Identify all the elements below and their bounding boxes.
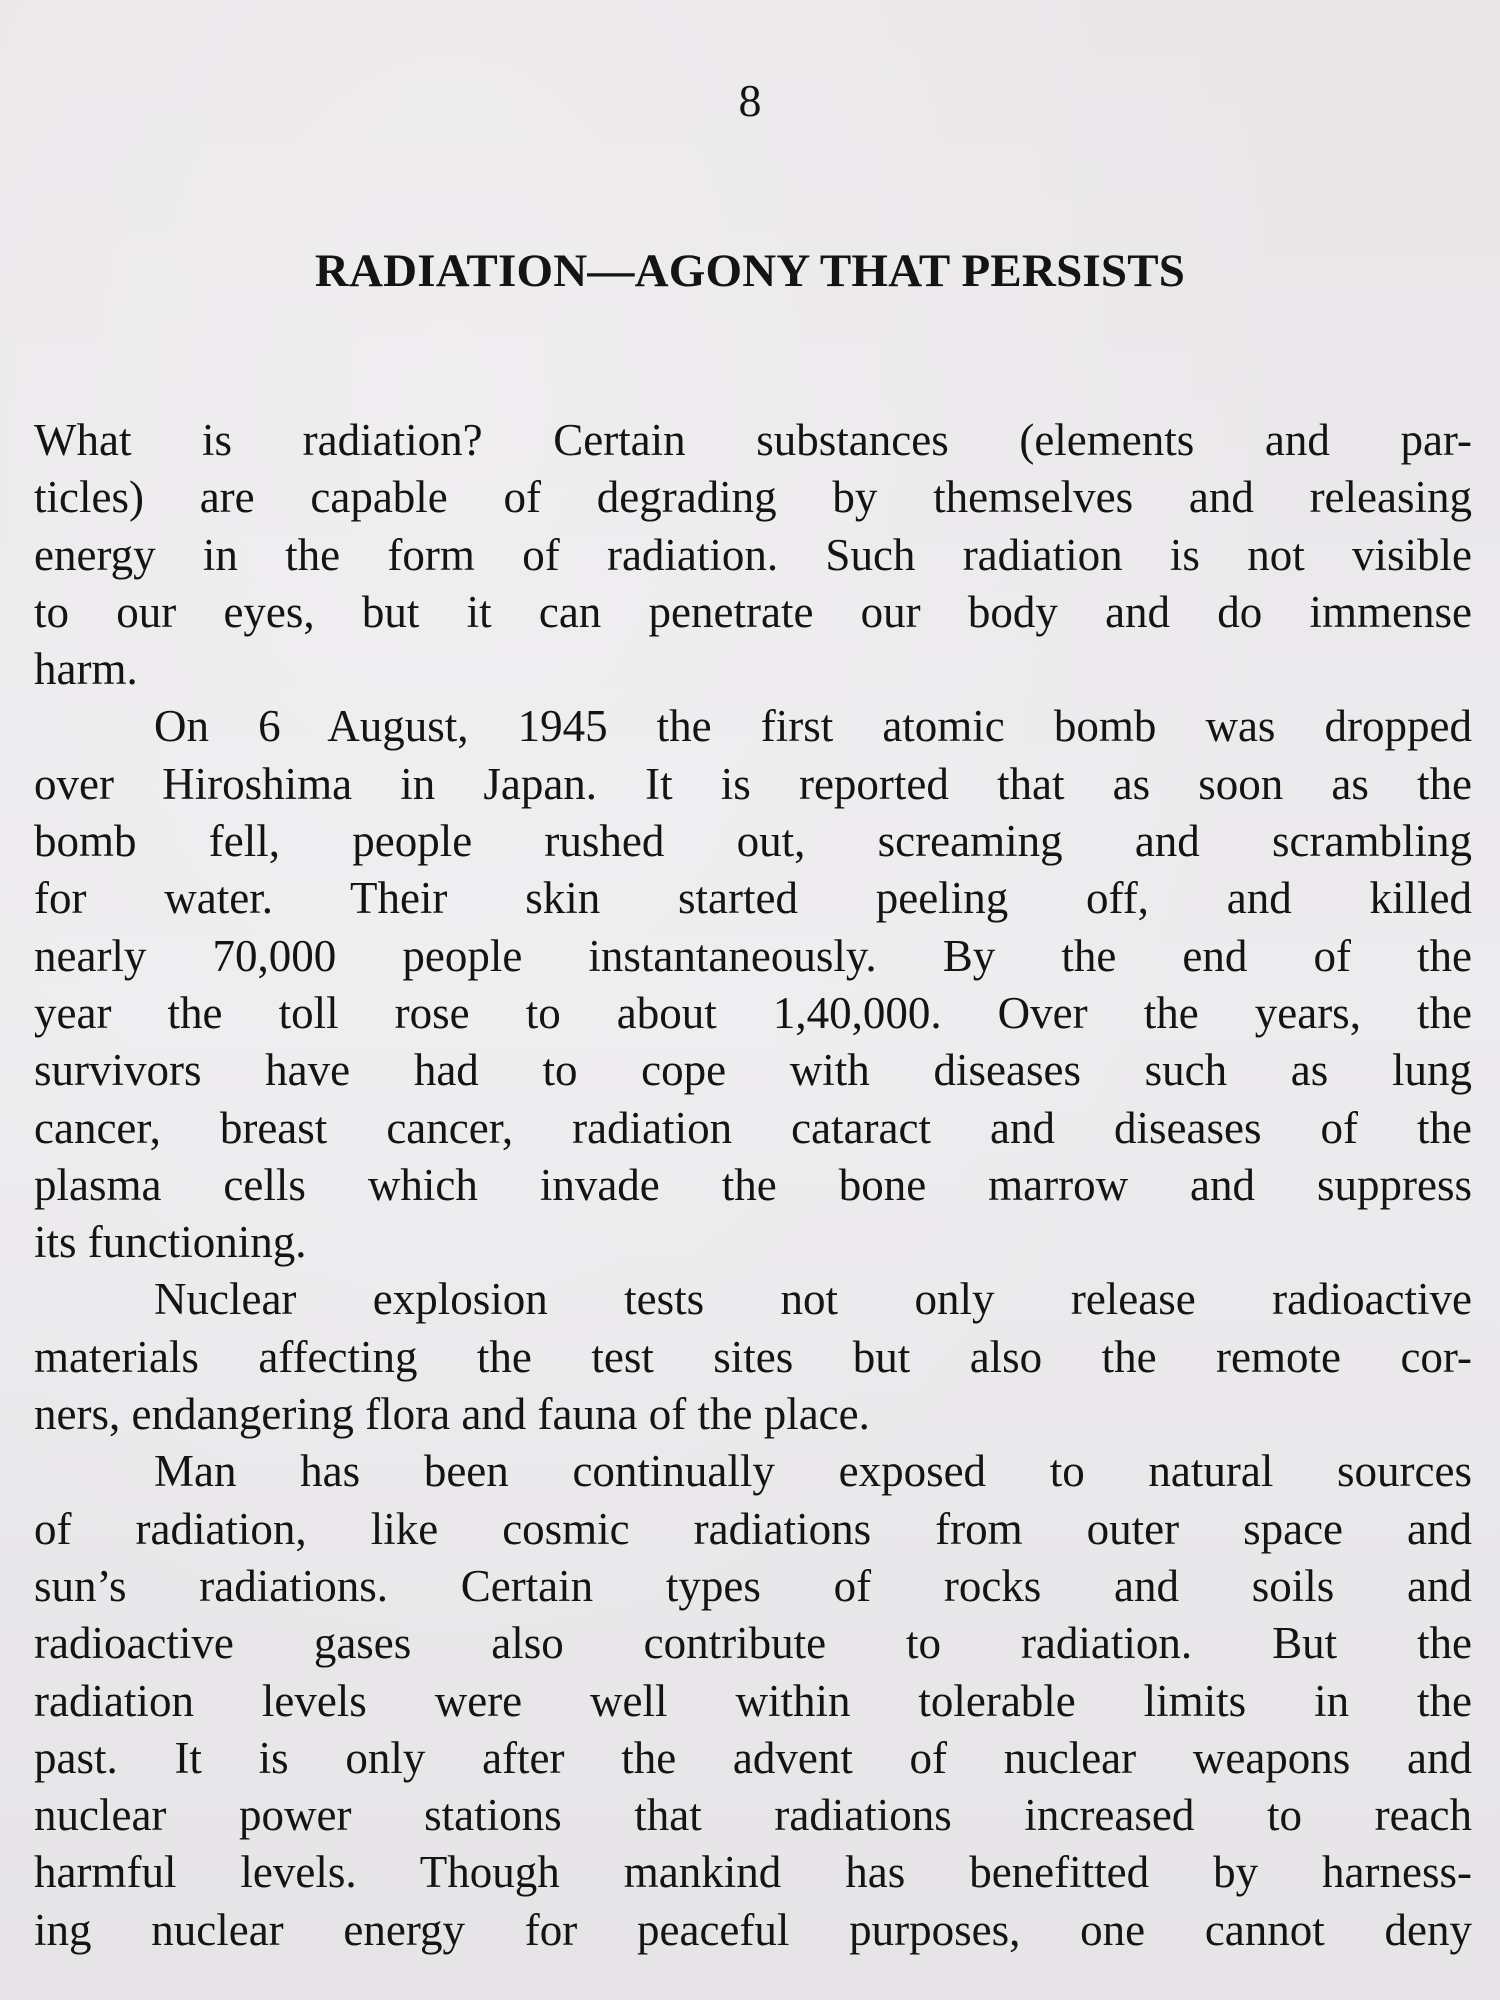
text-line: nuclear power stations that radiations increased to reach [34, 1790, 1472, 1841]
text-line: radiation levels were well within tolerable limits in the [34, 1675, 1472, 1726]
paragraph-3 [34, 1271, 1472, 1443]
text-line: sun’s radiations. Certain types of rocks and soils and [34, 1560, 1472, 1611]
text-line: year the toll rose to about 1,40,000. Over the years, the [34, 987, 1472, 1038]
paragraph-4 [34, 1443, 1472, 1959]
chapter-title: RADIATION—AGONY THAT PERSISTS [314, 245, 1186, 297]
text-line: its functioning. [34, 1217, 307, 1268]
text-line: nearly 70,000 people instantaneously. By the end of the [34, 930, 1472, 981]
text-line: materials affecting the test sites but also the remote cor- [34, 1331, 1472, 1382]
text-line: ticles) are capable of degrading by themselves and releasing [34, 472, 1472, 523]
text-line: harm. [34, 644, 138, 695]
text-line: past. It is only after the advent of nuclear weapons and [34, 1732, 1472, 1783]
text-line: cancer, breast cancer, radiation cataract and diseases of the [34, 1102, 1472, 1153]
text-line: Nuclear explosion tests not only release radioactive [154, 1274, 1472, 1325]
text-line: over Hiroshima in Japan. It is reported that as soon as the [34, 758, 1472, 809]
text-line: of radiation, like cosmic radiations from outer space and [34, 1503, 1472, 1554]
body-text [34, 412, 1472, 1959]
text-line: energy in the form of radiation. Such radiation is not visible [34, 529, 1472, 580]
text-line: What is radiation? Certain substances (elements and par- [34, 415, 1472, 465]
paragraph-1 [34, 412, 1472, 698]
page-number: 8 [738, 75, 762, 126]
text-line: On 6 August, 1945 the first atomic bomb was dropped [154, 701, 1472, 752]
text-line: ners, endangering flora and fauna of the place. [34, 1389, 870, 1440]
text-line: for water. Their skin started peeling off, and killed [34, 873, 1472, 924]
text-line: Man has been continually exposed to natural sources [154, 1446, 1472, 1497]
paragraph-2 [34, 698, 1472, 1271]
text-line: survivors have had to cope with diseases such as lung [34, 1045, 1472, 1096]
text-line: radioactive gases also contribute to radiation. But the [34, 1618, 1472, 1669]
text-line: ing nuclear energy for peaceful purposes, one cannot deny [34, 1904, 1472, 1955]
text-line: harmful levels. Though mankind has benefitted by harness- [34, 1847, 1472, 1898]
text-line: plasma cells which invade the bone marrow and suppress [34, 1159, 1472, 1210]
text-line: to our eyes, but it can penetrate our body and do immense [34, 586, 1472, 637]
text-line: bomb fell, people rushed out, screaming and scrambling [34, 816, 1472, 867]
